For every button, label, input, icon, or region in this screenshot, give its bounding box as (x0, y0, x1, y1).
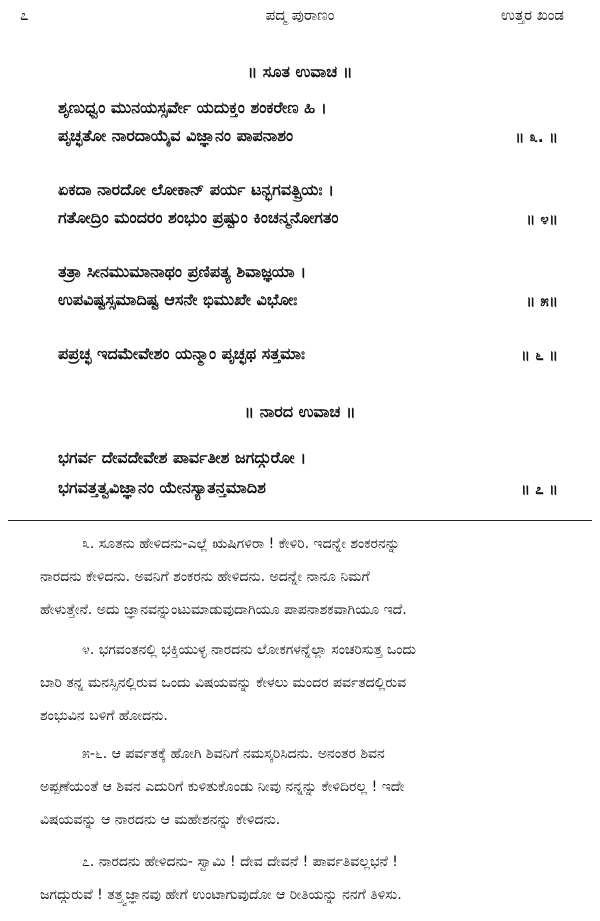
section-title: ಉತ್ತರ ಖಂಡ (501, 6, 564, 24)
verse-6-number: ॥ ೬ ॥ (520, 346, 558, 364)
verse-5-line-1: ತತ್ರಾ ಸೀನಮುಮಾನಾಥಂ ಪ್ರಣಿಪತ್ಯ ಶಿವಾಜ್ಞಯಾ । (58, 262, 307, 281)
verse-4-line-2: ಗತೋದ್ರಿಂ ಮಂದರಂ ಶಂಭುಂ ಪ್ರಷ್ಟುಂ ಕಿಂಚನ್ಮನೋಗತಂ (58, 208, 339, 227)
verse-5-number: ॥ ೫॥ (526, 292, 558, 310)
commentary-7-line-1: ೭. ನಾರದನು ಹೇಳಿದನು- ಸ್ವಾಮಿ ! ದೇವ ದೇವನೆ ! ಪಾರ್ವತಿವಲ್ಲಭನೆ ! (82, 854, 398, 870)
page-number: ೭ (20, 6, 29, 24)
page-header (0, 4, 600, 30)
verse-6-line-1: ಪಪ್ರಚ್ಛ ಇದಮೇವೇಶಂ ಯನ್ಮಾಂ ಪೃಚ್ಛಥ ಸತ್ತಮಾಃ (58, 344, 305, 363)
verse-7-number: ॥ ೭ ॥ (520, 480, 558, 498)
divider-rule (8, 520, 592, 521)
verse-3-line-1: ಶೃಣುಧ್ವಂ ಮುನಯಸ್ಸರ್ವೇ ಯದುಕ್ತಂ ಶಂಕರೇಣ ಹಿ । (58, 98, 327, 117)
verse-7-line-1: ಭಗರ್ವ ದೇವದೇವೇಶ ಪಾರ್ವತೀಶ ಜಗದ್ಗುರೋ । (58, 448, 307, 467)
commentary-paragraph-5-6 (40, 738, 580, 837)
commentary-5-6-line-2: ಅಪ್ಪಣೆಯಂತೆ ಆ ಶಿವನ ಎದುರಿಗೆ ಕುಳಿತುಕೊಂಡು ನೀವು ನನ್ನನ್ನು ಕೇಳಿದಿರಲ್ಲ ! ಇದೇ (40, 779, 405, 795)
commentary-3-line-2: ನಾರದನು ಕೇಳಿದನು. ಅವನಿಗೆ ಶಂಕರನು ಹೇಳಿದನು. ಅದನ್ನೇ ನಾನೂ ನಿಮಗೆ (40, 569, 370, 585)
commentary-3-line-1: ೩. ಸೂತನು ಹೇಳಿದನು-ಎಲ್ಲೆ ಋಷಿಗಳಿರಾ ! ಕೇಳಿರಿ. ಇದನ್ನೇ ಶಂಕರನನ್ನು (82, 536, 400, 552)
verse-5-line-2: ಉಪವಿಷ್ಟಸ್ಸಮಾದಿಷ್ಟ ಆಸನೇ ಭಿಮುಖೇ ವಿಭೋಃ (58, 290, 298, 309)
commentary-4-line-2: ಬಾರಿ ತನ್ನ ಮನಸ್ಸಿನಲ್ಲಿರುವ ಒಂದು ವಿಷಯವನ್ನು ಕೇಳಲು ಮಂದರ ಪರ್ವತದಲ್ಲಿರುವ (40, 675, 407, 691)
speaker-heading-narada: ॥ ನಾರದ ಉವಾಚ ॥ (244, 402, 356, 421)
commentary-5-6-line-1: ೫-೬. ಆ ಪರ್ವತಕ್ಕೆ ಹೋಗಿ ಶಿವನಿಗೆ ನಮಸ್ಕರಿಸಿದನು. ಅನಂತರ ಶಿವನ (82, 746, 385, 762)
commentary-3-line-3: ಹೇಳುತ್ತೇನೆ. ಅದು ಜ್ಞಾನವನ್ನುಂಟುಮಾಡುವುದಾಗಿಯೂ ಪಾಪನಾಶಕವಾಗಿಯೂ ಇದೆ. (40, 602, 407, 618)
verse-7-line-2: ಭಗವತ್ತತ್ವವಿಜ್ಞಾನಂ ಯೇನಸ್ಯಾತನ್ತಮಾದಿಶ (58, 478, 266, 497)
commentary-5-6-line-3: ವಿಷಯವನ್ನು ಆ ನಾರದನು ಆ ಮಹೇಶನನ್ನು ಕೇಳಿದನು. (40, 812, 281, 828)
verse-3-line-2: ಪೃಚ್ಛತೋ ನಾರದಾಯೈವ ವಿಜ್ಞಾನಂ ಪಾಪನಾಶಂ (58, 126, 294, 145)
speaker-heading-suta: ॥ ಸೂತ ಉವಾಚ ॥ (247, 62, 353, 81)
commentary-4-line-3: ಶಂಭುವಿನ ಬಳಿಗೆ ಹೋದನು. (40, 708, 168, 724)
commentary-paragraph-4 (40, 634, 580, 733)
commentary-7-line-2: ಜಗದ್ಗುರುವೆ ! ತತ್ತ್ವಜ್ಞಾನವು ಹೇಗೆ ಉಂಟಾಗುವುದೋ ಆ ರೀತಿಯನ್ನು ನನಗೆ ತಿಳಿಸು. (40, 887, 402, 903)
commentary-4-line-1: ೪. ಭಗವಂತನಲ್ಲಿ ಭಕ್ತಿಯುಳ್ಳ ನಾರದನು ಲೋಕಗಳನ್ನೆಲ್ಲಾ ಸಂಚರಿಸುತ್ತ ಒಂದು (82, 642, 416, 658)
verse-4-line-1: ಏಕದಾ ನಾರದೋ ಲೋಕಾನ್ ಪರ್ಯ ಟನ್ಭಗವತ್ಪ್ರಿಯಃ । (58, 180, 335, 199)
commentary-paragraph-3 (40, 528, 580, 627)
commentary-paragraph-7 (40, 846, 580, 912)
book-title: ಪದ್ಮ ಪುರಾಣಂ (265, 6, 335, 24)
verse-4-number: ॥ ೪॥ (526, 210, 558, 228)
verse-3-number: ॥ ೩. ॥ (515, 128, 558, 146)
